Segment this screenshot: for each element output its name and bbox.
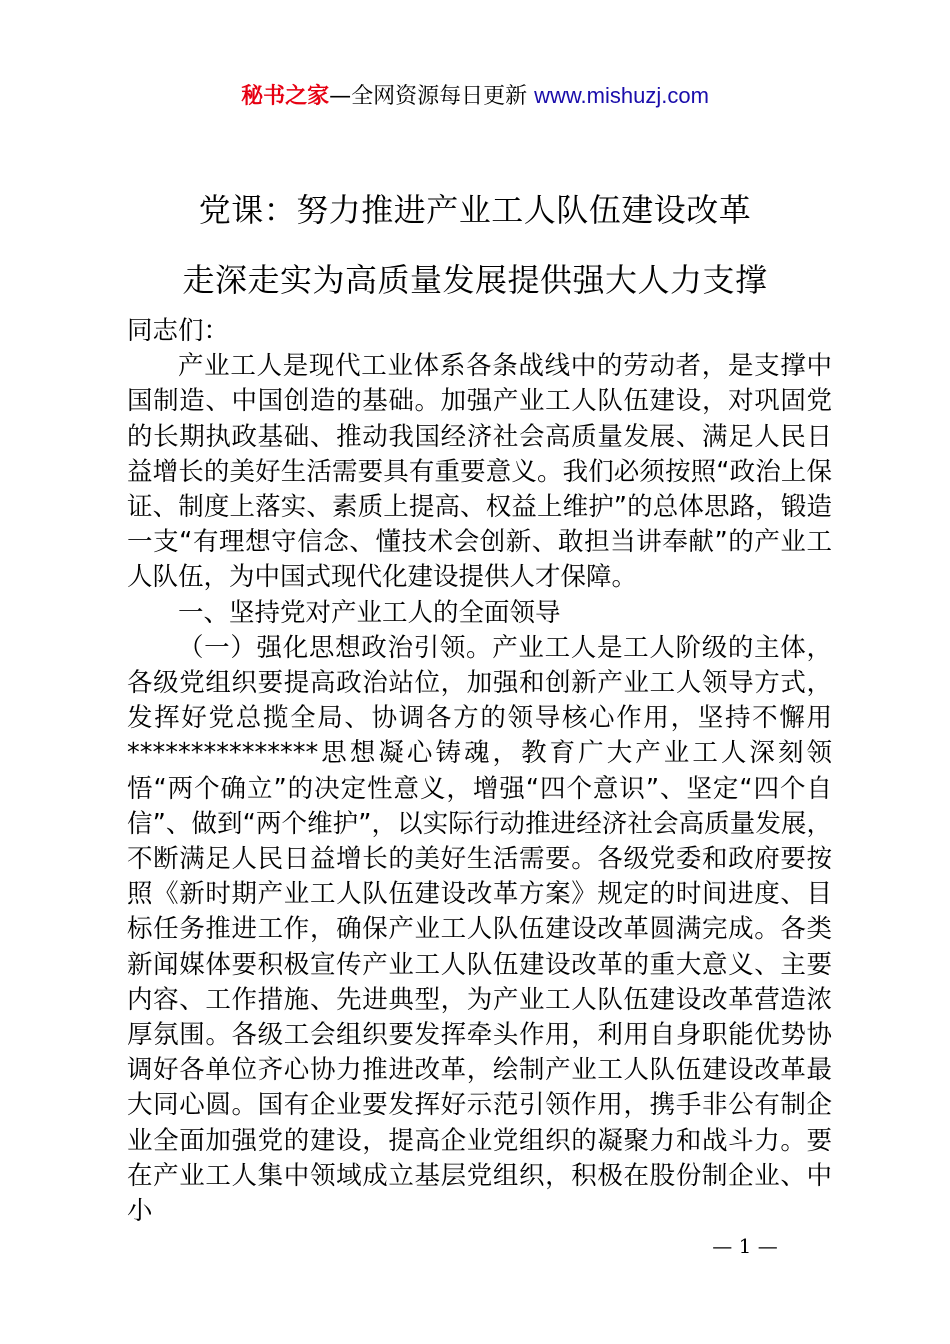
site-brand: 秘书之家 [241,84,330,109]
site-tagline: —全网资源每日更新 [329,84,535,109]
page-number: — 1 — [712,1234,778,1258]
site-url-link[interactable]: www.mishuzj.com [534,83,709,108]
document-body [127,314,832,1229]
paragraph-intro: 产业工人是现代工业体系各条战线中的劳动者，是支撑中国制造、中国创造的基础。加强产业工人队伍建设，对巩固党的长期执政基础、推动我国经济社会高质量发展、满足人民日益增长的美好生活需要具有重要意义。我们必须按照“政治上保证、制度上落实、素质上提高、权益上维护”的总体思路，锻造一支“有理想守信念、懂技术会创新、敢担当讲奉献”的产业工人队伍，为中国式现代化建设提供人才保障。 [127,351,832,593]
site-banner [0,80,950,113]
document-title-line-2: 走深走实为高质量发展提供强大人力支撑 [182,261,768,299]
paragraph-1-1: （一）强化思想政治引领。产业工人是工人阶级的主体，各级党组织要提高政治站位，加强和创新产业工人领导方式，发挥好党总揽全局、协调各方的领导核心作用，坚持不懈用***************思想凝心铸魂，教育广大产业工人深刻领悟“两个确立”的决定性意义，增强“四个意识”、坚定“四个自信”、做到“两个维护”，以实际行动推进经济社会高质量发展，不断满足人民日益增长的美好生活需要。各级党委和政府要按照《新时期产业工人队伍建设改革方案》规定的时间进度、目标任务推进工作，确保产业工人队伍建设改革圆满完成。各类新闻媒体要积极宣传产业工人队伍建设改革的重大意义、主要内容、工作措施、先进典型，为产业工人队伍建设改革营造浓厚氛围。各级工会组织要发挥牵头作用，利用自身职能优势协调好各单位齐心协力推进改革，绘制产业工人队伍建设改革最大同心圆。国有企业要发挥好示范引领作用，携手非公有制企业全面加强党的建设，提高企业党组织的凝聚力和战斗力。要在产业工人集中领域成立基层党组织，积极在股份制企业、中小 [127,632,832,1227]
greeting: 同志们： [127,316,230,346]
section-heading-1: 一、坚持党对产业工人的全面领导 [178,597,561,628]
document-title-line-1: 党课：努力推进产业工人队伍建设改革 [198,191,752,229]
